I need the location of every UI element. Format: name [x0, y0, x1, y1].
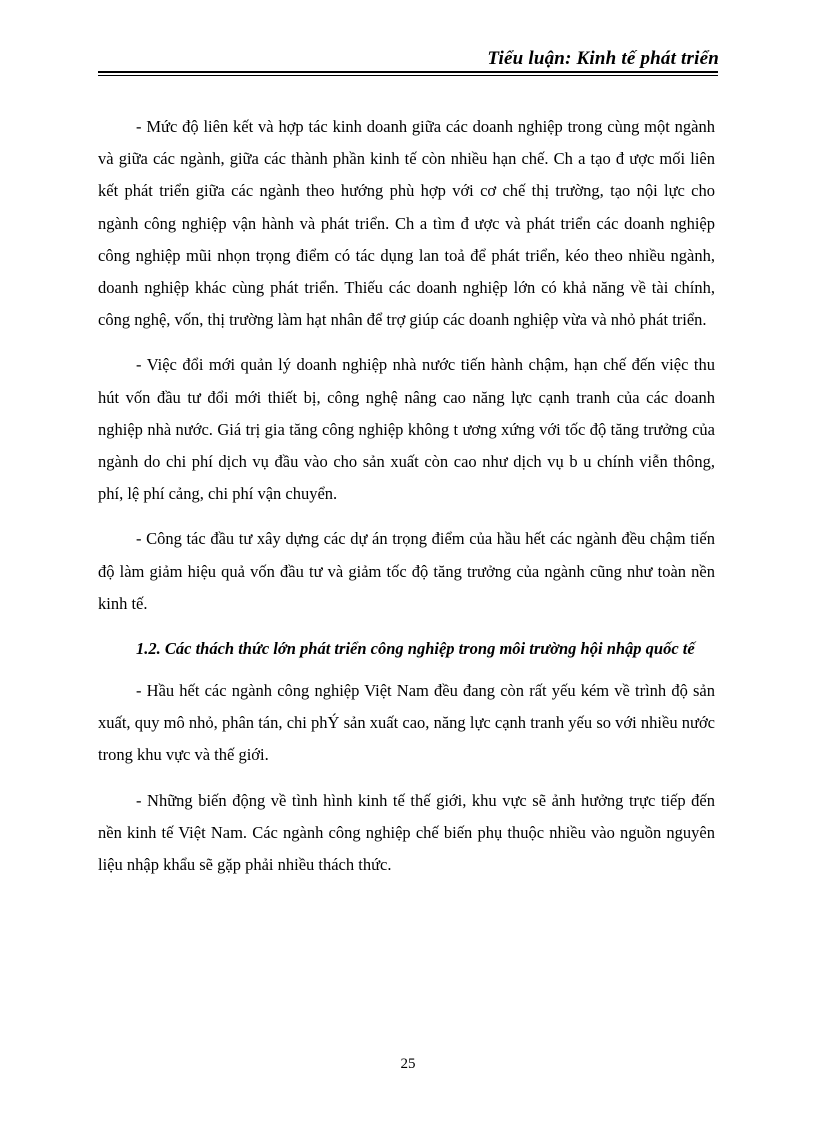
header-rule-thick — [98, 71, 718, 73]
paragraph-world-economy: - Những biến động về tình hình kinh tế thế giới, khu vực sẽ ảnh hưởng trực tiếp đến nền kinh tế Việt Nam. Các ngành công nghiệp chế biến phụ thuộc nhiều vào nguồn nguyên liệu nhập khẩu sẽ gặp phải nhiều thách thức. — [98, 790, 715, 875]
paragraph-weakness: - Hầu hết các ngành công nghiệp Việt Nam đều đang còn rất yếu kém về trình độ sản xuất, quy mô nhỏ, phân tán, chi phÝ sản xuất cao, năng lực cạnh tranh yếu so với nhiều nước trong khu vực và thế giới. — [98, 681, 715, 765]
running-header-title: Tiểu luận: Kinh tế phát triển — [487, 48, 719, 69]
section-heading: 1.2. Các thách thức lớn phát triển công nghiệp trong môi trường hội nhập quốc tế — [136, 639, 695, 659]
paragraph-soe-reform: - Việc đổi mới quản lý doanh nghiệp nhà nước tiến hành chậm, hạn chế đến việc thu hút vốn đầu tư đổi mới thiết bị, công nghệ nâng cao năng lực cạnh tranh của các doanh nghiệp nhà nước. Giá trị gia tăng công nghiệp không t ương xứng với tốc độ tăng trưởng của ngành do chi phí dịch vụ đầu vào cho sản xuất còn cao như dịch vụ b u chính viễn thông, phí, lệ phí cảng, chi phí vận chuyển. — [98, 355, 715, 504]
header-rule-thin — [98, 75, 718, 76]
paragraph-linkage: - Mức độ liên kết và hợp tác kinh doanh giữa các doanh nghiệp trong cùng một ngành và giữa các ngành, giữa các thành phần kinh tế còn nhiều hạn chế. Ch a tạo đ ược mối liên kết phát triển giữa các ngành theo hướng phù hợp với cơ chế thị trường, tạo nội lực cho ngành công nghiệp vận hành và phát triển. Ch a tìm đ ược và phát triển các doanh nghiệp công nghiệp mũi nhọn trọng điểm có tác dụng lan toả để phát triển, kéo theo nhiều ngành, doanh nghiệp khác cùng phát triển. Thiếu các doanh nghiệp lớn có khả năng về tài chính, công nghệ, vốn, thị trường làm hạt nhân để trợ giúp các doanh nghiệp vừa và nhỏ phát triển. — [98, 117, 715, 330]
page-number: 25 — [400, 1056, 416, 1072]
paragraph-investment: - Công tác đầu tư xây dựng các dự án trọng điểm của hầu hết các ngành đều chậm tiến độ làm giảm hiệu quả vốn đầu tư và giảm tốc độ tăng trưởng của ngành cũng như toàn nền kinh tế. — [98, 529, 715, 613]
page-body — [98, 111, 715, 894]
